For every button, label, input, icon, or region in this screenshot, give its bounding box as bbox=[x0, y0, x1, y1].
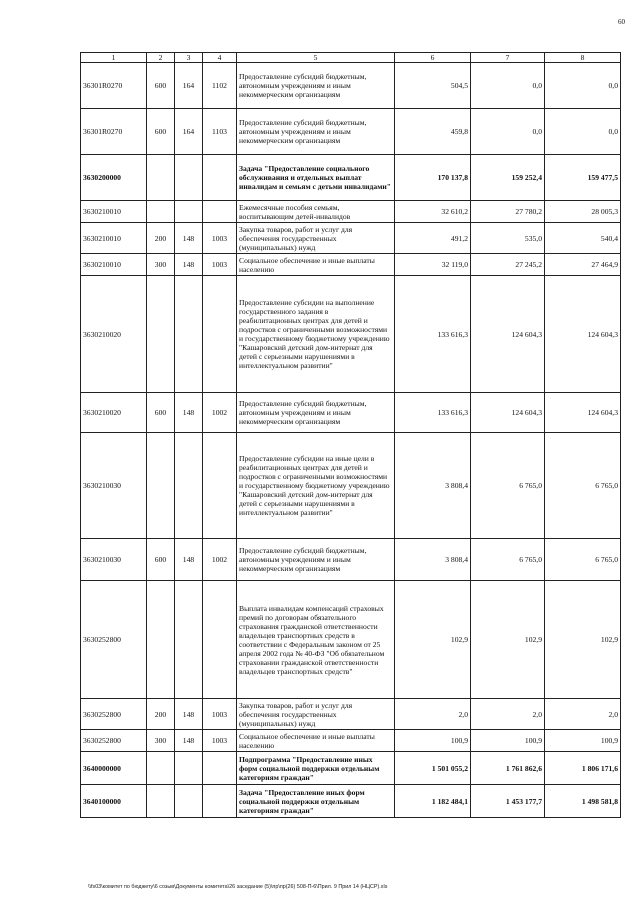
expense-type-cell bbox=[147, 785, 175, 818]
expense-type-cell bbox=[147, 752, 175, 785]
amount-year2-cell: 124 604,3 bbox=[471, 393, 545, 433]
expense-type-cell bbox=[147, 201, 175, 223]
expense-type-cell: 200 bbox=[147, 223, 175, 254]
item-name-cell: Подпрограмма "Предоставление иных форм социальной поддержки отдельным категориям граждан" bbox=[237, 752, 395, 785]
budget-code-cell: 3630252800 bbox=[81, 581, 147, 699]
expense-type-cell bbox=[147, 276, 175, 393]
item-name-cell: Задача "Предоставление социального обслуживания и отдельных выплат инвалидам и семьям с детьми инвалидами" bbox=[237, 155, 395, 201]
amount-year2-cell: 6 765,0 bbox=[471, 433, 545, 539]
amount-year2-cell: 6 765,0 bbox=[471, 539, 545, 581]
ministry-code-cell bbox=[175, 155, 203, 201]
item-name-cell: Закупка товаров, работ и услуг для обеспечения государственных (муниципальных) нужд bbox=[237, 223, 395, 254]
section-code-cell bbox=[203, 433, 237, 539]
table-row bbox=[81, 63, 621, 109]
table-row bbox=[81, 155, 621, 201]
section-code-cell bbox=[203, 785, 237, 818]
budget-code-cell: 3630210010 bbox=[81, 254, 147, 276]
item-name-cell: Предоставление субсидии на иные цели в реабилитационных центрах для детей и подростков с ограниченными возможностями и государственному бюджетному учреждению "Кашаровский детский дом-интернат для детей с серьезными нарушениями в интеллектуальном развитии" bbox=[237, 433, 395, 539]
budget-code-cell: 36301R0270 bbox=[81, 63, 147, 109]
amount-year3-cell: 124 604,3 bbox=[545, 276, 621, 393]
amount-year3-cell: 540,4 bbox=[545, 223, 621, 254]
item-name-cell: Социальное обеспечение и иные выплаты населению bbox=[237, 254, 395, 276]
expense-type-cell: 600 bbox=[147, 393, 175, 433]
table-row bbox=[81, 201, 621, 223]
amount-year2-cell: 0,0 bbox=[471, 109, 545, 155]
item-name-cell: Предоставление субсидии на выполнение государственного задания в реабилитационных центрах для детей и подростков с ограниченными возможностями и государственному бюджетному учреждению "Кашаровский детский дом-интернат для детей с серьезными нарушениями в интеллектуальном развитии" bbox=[237, 276, 395, 393]
table-row bbox=[81, 785, 621, 818]
amount-year2-cell: 1 761 862,6 bbox=[471, 752, 545, 785]
amount-year3-cell: 159 477,5 bbox=[545, 155, 621, 201]
ministry-code-cell: 164 bbox=[175, 63, 203, 109]
amount-year2-cell: 159 252,4 bbox=[471, 155, 545, 201]
amount-year3-cell: 6 765,0 bbox=[545, 539, 621, 581]
table-row bbox=[81, 254, 621, 276]
ministry-code-cell bbox=[175, 581, 203, 699]
section-code-cell: 1002 bbox=[203, 539, 237, 581]
amount-year1-cell: 491,2 bbox=[395, 223, 471, 254]
amount-year3-cell: 6 765,0 bbox=[545, 433, 621, 539]
budget-code-cell: 3630252800 bbox=[81, 730, 147, 752]
item-name-cell: Предоставление субсидий бюджетным, автономным учреждениям и иным некоммерческим организациям bbox=[237, 539, 395, 581]
column-header: 4 bbox=[203, 53, 237, 63]
ministry-code-cell: 148 bbox=[175, 254, 203, 276]
amount-year2-cell: 27 780,2 bbox=[471, 201, 545, 223]
item-name-cell: Задача "Предоставление иных форм социальной поддержки отдельным категориям граждан" bbox=[237, 785, 395, 818]
amount-year2-cell: 124 604,3 bbox=[471, 276, 545, 393]
ministry-code-cell: 148 bbox=[175, 539, 203, 581]
section-code-cell: 1003 bbox=[203, 254, 237, 276]
amount-year1-cell: 32 610,2 bbox=[395, 201, 471, 223]
amount-year3-cell: 28 005,3 bbox=[545, 201, 621, 223]
section-code-cell: 1003 bbox=[203, 699, 237, 730]
expense-type-cell: 300 bbox=[147, 254, 175, 276]
table-row bbox=[81, 752, 621, 785]
file-path-footer: \\fs03\комитет по бюджету\6 созыв\Документы комитета\26 заседание (5)\пр\пр(26) 508-П-6\Прил. 9 Прил 14 (НЦСР).xls bbox=[88, 884, 388, 890]
budget-code-cell: 3630200000 bbox=[81, 155, 147, 201]
amount-year3-cell: 1 498 581,8 bbox=[545, 785, 621, 818]
amount-year1-cell: 1 182 484,1 bbox=[395, 785, 471, 818]
ministry-code-cell: 148 bbox=[175, 730, 203, 752]
amount-year1-cell: 170 137,8 bbox=[395, 155, 471, 201]
page-number: 60 bbox=[618, 18, 625, 26]
amount-year2-cell: 0,0 bbox=[471, 63, 545, 109]
ministry-code-cell bbox=[175, 785, 203, 818]
amount-year2-cell: 102,9 bbox=[471, 581, 545, 699]
expense-type-cell: 600 bbox=[147, 109, 175, 155]
amount-year1-cell: 100,9 bbox=[395, 730, 471, 752]
section-code-cell: 1002 bbox=[203, 393, 237, 433]
budget-table bbox=[80, 52, 621, 818]
column-header: 8 bbox=[545, 53, 621, 63]
amount-year1-cell: 3 808,4 bbox=[395, 433, 471, 539]
budget-code-cell: 3630210020 bbox=[81, 393, 147, 433]
ministry-code-cell bbox=[175, 752, 203, 785]
table-row bbox=[81, 539, 621, 581]
section-code-cell bbox=[203, 201, 237, 223]
budget-code-cell: 3630210020 bbox=[81, 276, 147, 393]
amount-year2-cell: 535,0 bbox=[471, 223, 545, 254]
expense-type-cell: 600 bbox=[147, 63, 175, 109]
amount-year1-cell: 3 808,4 bbox=[395, 539, 471, 581]
item-name-cell: Выплата инвалидам компенсаций страховых премий по договорам обязательного страхования гражданской ответственности владельцев транспортных средств в соответствии с Федеральным законом от 25 апреля 2002 года № 40-ФЗ "Об обязательном страховании гражданской ответственности владельцев транспортных средств" bbox=[237, 581, 395, 699]
section-code-cell: 1003 bbox=[203, 730, 237, 752]
expense-type-cell bbox=[147, 581, 175, 699]
amount-year3-cell: 124 604,3 bbox=[545, 393, 621, 433]
budget-code-cell: 36301R0270 bbox=[81, 109, 147, 155]
column-header: 1 bbox=[81, 53, 147, 63]
amount-year1-cell: 1 501 055,2 bbox=[395, 752, 471, 785]
item-name-cell: Социальное обеспечение и иные выплаты населению bbox=[237, 730, 395, 752]
amount-year3-cell: 0,0 bbox=[545, 63, 621, 109]
budget-code-cell: 3640000000 bbox=[81, 752, 147, 785]
column-header: 2 bbox=[147, 53, 175, 63]
amount-year1-cell: 32 119,0 bbox=[395, 254, 471, 276]
amount-year3-cell: 0,0 bbox=[545, 109, 621, 155]
ministry-code-cell: 148 bbox=[175, 393, 203, 433]
table-row bbox=[81, 393, 621, 433]
amount-year1-cell: 133 616,3 bbox=[395, 393, 471, 433]
expense-type-cell: 200 bbox=[147, 699, 175, 730]
section-code-cell bbox=[203, 155, 237, 201]
budget-code-cell: 3630210030 bbox=[81, 539, 147, 581]
amount-year3-cell: 27 464,9 bbox=[545, 254, 621, 276]
ministry-code-cell: 148 bbox=[175, 223, 203, 254]
amount-year1-cell: 102,9 bbox=[395, 581, 471, 699]
amount-year2-cell: 27 245,2 bbox=[471, 254, 545, 276]
section-code-cell: 1003 bbox=[203, 223, 237, 254]
table-row bbox=[81, 276, 621, 393]
table-row bbox=[81, 581, 621, 699]
expense-type-cell: 300 bbox=[147, 730, 175, 752]
amount-year2-cell: 100,9 bbox=[471, 730, 545, 752]
budget-code-cell: 3630210010 bbox=[81, 201, 147, 223]
table-header-row bbox=[81, 53, 621, 63]
column-header: 6 bbox=[395, 53, 471, 63]
amount-year3-cell: 102,9 bbox=[545, 581, 621, 699]
amount-year3-cell: 2,0 bbox=[545, 699, 621, 730]
ministry-code-cell: 164 bbox=[175, 109, 203, 155]
budget-code-cell: 3630210010 bbox=[81, 223, 147, 254]
item-name-cell: Ежемесячные пособия семьям, воспитывающим детей-инвалидов bbox=[237, 201, 395, 223]
budget-code-cell: 3630252800 bbox=[81, 699, 147, 730]
expense-type-cell bbox=[147, 433, 175, 539]
item-name-cell: Предоставление субсидий бюджетным, автономным учреждениям и иным некоммерческим организациям bbox=[237, 109, 395, 155]
item-name-cell: Закупка товаров, работ и услуг для обеспечения государственных (муниципальных) нужд bbox=[237, 699, 395, 730]
column-header: 5 bbox=[237, 53, 395, 63]
budget-code-cell: 3640100000 bbox=[81, 785, 147, 818]
table-row bbox=[81, 699, 621, 730]
section-code-cell bbox=[203, 276, 237, 393]
column-header: 7 bbox=[471, 53, 545, 63]
amount-year3-cell: 100,9 bbox=[545, 730, 621, 752]
item-name-cell: Предоставление субсидий бюджетным, автономным учреждениям и иным некоммерческим организациям bbox=[237, 393, 395, 433]
amount-year1-cell: 133 616,3 bbox=[395, 276, 471, 393]
section-code-cell bbox=[203, 581, 237, 699]
expense-type-cell bbox=[147, 155, 175, 201]
amount-year1-cell: 459,8 bbox=[395, 109, 471, 155]
section-code-cell: 1103 bbox=[203, 109, 237, 155]
budget-code-cell: 3630210030 bbox=[81, 433, 147, 539]
amount-year1-cell: 504,5 bbox=[395, 63, 471, 109]
ministry-code-cell bbox=[175, 276, 203, 393]
ministry-code-cell: 148 bbox=[175, 699, 203, 730]
amount-year3-cell: 1 806 171,6 bbox=[545, 752, 621, 785]
table-row bbox=[81, 223, 621, 254]
section-code-cell bbox=[203, 752, 237, 785]
ministry-code-cell bbox=[175, 433, 203, 539]
amount-year2-cell: 2,0 bbox=[471, 699, 545, 730]
table-row bbox=[81, 730, 621, 752]
item-name-cell: Предоставление субсидий бюджетным, автономным учреждениям и иным некоммерческим организациям bbox=[237, 63, 395, 109]
table-row bbox=[81, 433, 621, 539]
expense-type-cell: 600 bbox=[147, 539, 175, 581]
amount-year1-cell: 2,0 bbox=[395, 699, 471, 730]
amount-year2-cell: 1 453 177,7 bbox=[471, 785, 545, 818]
table-row bbox=[81, 109, 621, 155]
column-header: 3 bbox=[175, 53, 203, 63]
section-code-cell: 1102 bbox=[203, 63, 237, 109]
ministry-code-cell bbox=[175, 201, 203, 223]
